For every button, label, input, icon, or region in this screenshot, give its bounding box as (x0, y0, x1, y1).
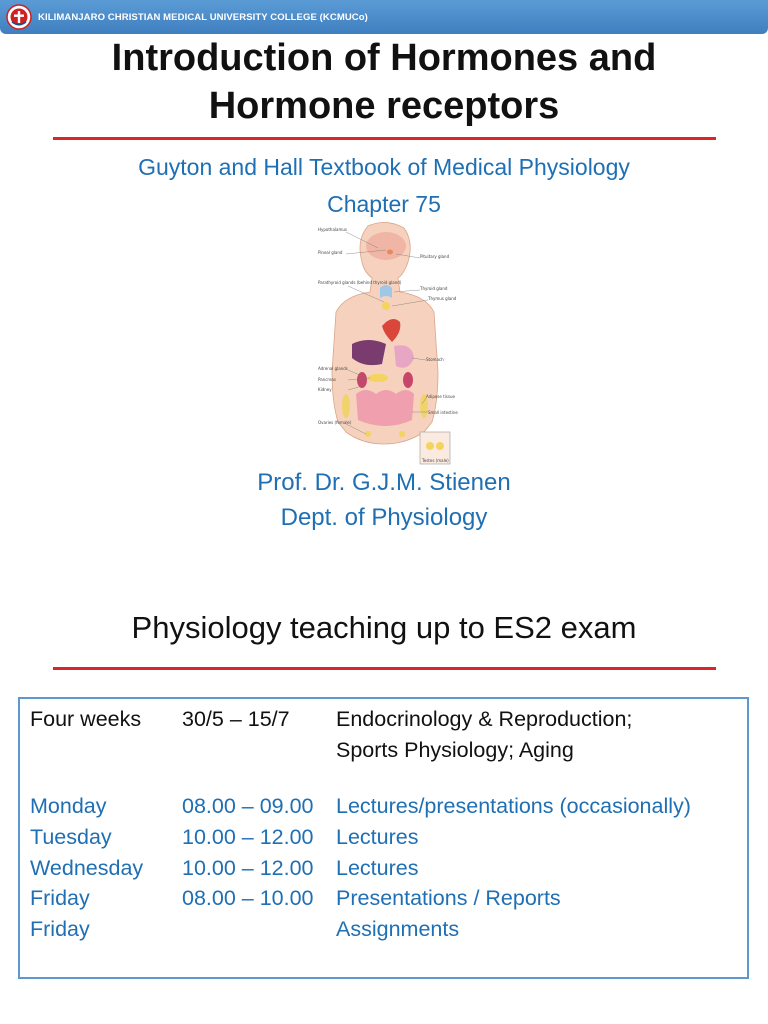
chapter-label: Chapter 75 (327, 191, 441, 217)
schedule-title: Physiology teaching up to ES2 exam (131, 610, 637, 645)
label-ovaries: Ovaries (female) (318, 420, 352, 425)
period-dates: 30/5 – 15/7 (182, 707, 290, 731)
title-divider (53, 137, 716, 140)
schedule-box (18, 697, 749, 979)
period-topics-line2: Sports Physiology; Aging (336, 738, 574, 762)
college-logo (6, 4, 32, 30)
schedule-activity: Presentations / Reports (336, 886, 561, 910)
author-name: Prof. Dr. G.J.M. Stienen (257, 469, 511, 496)
schedule-day: Friday (30, 917, 90, 941)
label-parathyroid: Parathyroid glands (behind thyroid gland) (318, 280, 402, 285)
schedule-day: Monday (30, 794, 107, 818)
schedule-time: 10.00 – 12.00 (182, 856, 314, 880)
label-hypothalamus: Hypothalamus (318, 227, 347, 232)
label-pituitary: Pituitary gland (420, 254, 450, 259)
label-testes: Testes (male) (422, 458, 449, 463)
department-name: Dept. of Physiology (280, 504, 488, 531)
schedule-day: Wednesday (30, 856, 144, 880)
schedule-time: 10.00 – 12.00 (182, 825, 314, 849)
slide-title (0, 34, 768, 130)
slide-title-line2: Hormone receptors (208, 85, 560, 127)
label-pancreas: Pancreas (318, 377, 336, 382)
schedule-day: Friday (30, 886, 90, 910)
label-adipose: Adipose tissue (426, 394, 455, 399)
slide-title-line1: Introduction of Hormones and (111, 37, 657, 79)
label-thyroid: Thyroid gland (420, 286, 448, 291)
schedule-time: 08.00 – 10.00 (182, 886, 314, 910)
period-topics-line1: Endocrinology & Reproduction; (336, 707, 633, 731)
schedule-day: Tuesday (30, 825, 112, 849)
schedule-activity: Lectures/presentations (occasionally) (336, 794, 691, 818)
schedule-activity: Assignments (336, 917, 460, 941)
textbook-title: Guyton and Hall Textbook of Medical Physiology (138, 154, 630, 180)
label-thymus: Thymus gland (428, 296, 457, 301)
schedule-activity: Lectures (336, 825, 419, 849)
period-label: Four weeks (30, 707, 142, 731)
label-stomach: Stomach (426, 357, 444, 362)
endocrine-glands-illustration (316, 222, 458, 468)
schedule-activity: Lectures (336, 856, 419, 880)
label-pineal: Pineal gland (318, 250, 343, 255)
banner-title: KILIMANJARO CHRISTIAN MEDICAL UNIVERSITY COLLEGE (KCMUCo) (38, 11, 368, 23)
label-intestine: Small intestine (428, 410, 458, 415)
header-banner (0, 0, 768, 34)
schedule-title-divider (53, 667, 716, 670)
schedule-time: 08.00 – 09.00 (182, 794, 314, 818)
label-adrenal: Adrenal glands (318, 366, 348, 371)
label-kidney: Kidney (318, 387, 332, 392)
